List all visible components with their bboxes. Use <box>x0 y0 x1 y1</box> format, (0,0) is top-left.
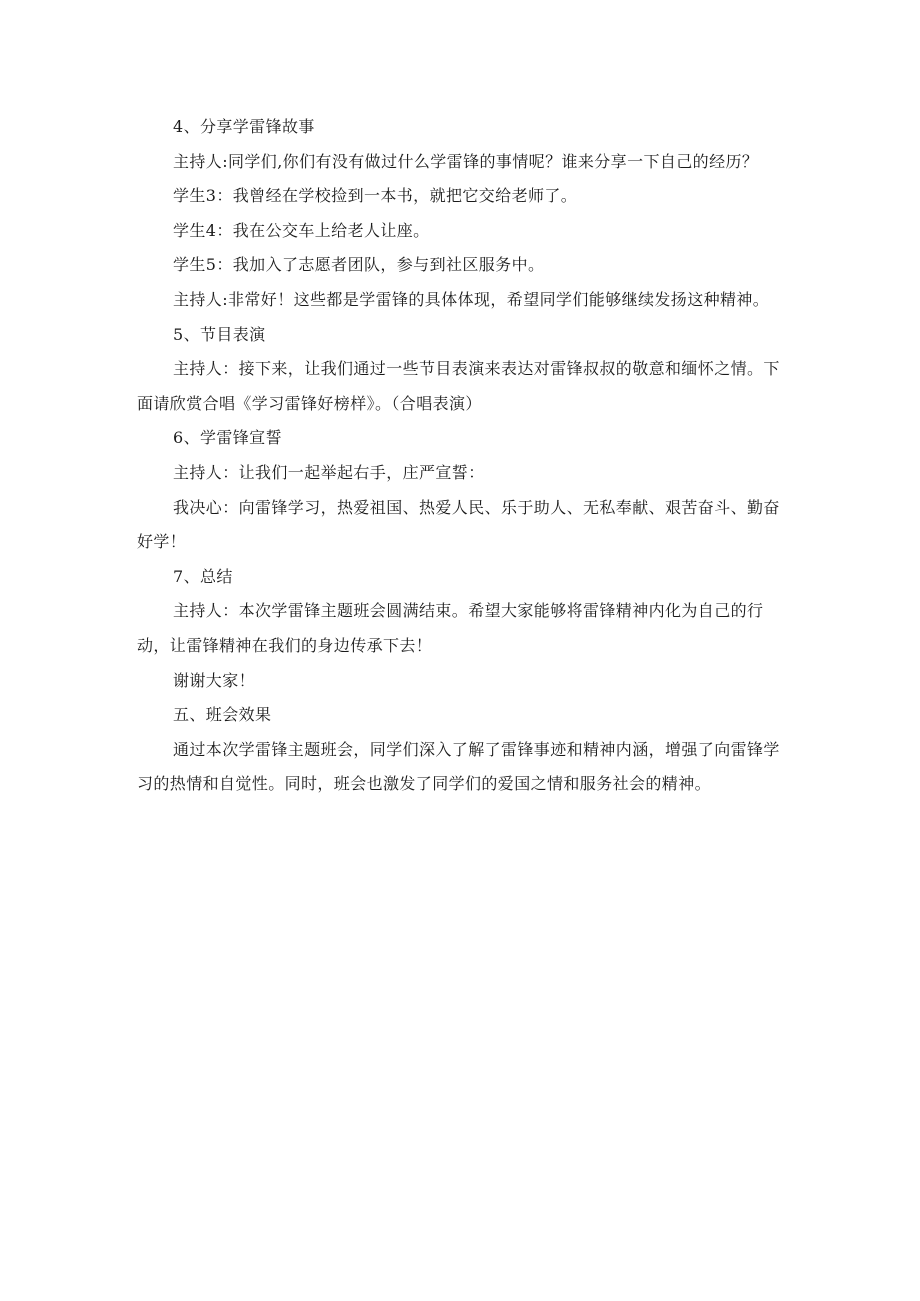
student-5-answer: 学生5：我加入了志愿者团队，参与到社区服务中。 <box>173 255 545 275</box>
effect-text: 通过本次学雷锋主题班会，同学们深入了解了雷锋事迹和精神内涵，增强了向雷锋学习的热情和自觉性。同时，班会也激发了同学们的爱国之情和服务社会的精神。 <box>137 739 780 794</box>
host-summary: 主持人：本次学雷锋主题班会圆满结束。希望大家能够将雷锋精神内化为自己的行动，让雷锋精神在我们的身边传承下去！ <box>137 601 764 655</box>
student-3-answer: 学生3：我曾经在学校捡到一本书，就把它交给老师了。 <box>173 186 578 206</box>
document-body <box>137 110 787 802</box>
section-heading-oath: 6、学雷锋宣誓 <box>173 428 282 448</box>
host-comment: 主持人:非常好！这些都是学雷锋的具体体现，希望同学们能够继续发扬这种精神。 <box>173 289 770 309</box>
oath-text: 我决心：向雷锋学习，热爱祖国、热爱人民、乐于助人、无私奉献、艰苦奋斗、勤奋好学！ <box>137 497 780 552</box>
host-performance-intro: 主持人：接下来，让我们通过一些节目表演来表达对雷锋叔叔的敬意和缅怀之情。下面请欣赏合唱《学习雷锋好榜样》。（合唱表演） <box>137 359 780 413</box>
host-oath-intro: 主持人：让我们一起举起右手，庄严宣誓： <box>173 462 485 482</box>
section-heading-performance: 5、节目表演 <box>173 324 266 344</box>
section-heading-effect: 五、班会效果 <box>173 705 272 725</box>
thanks-text: 谢谢大家！ <box>173 670 256 690</box>
section-heading-summary: 7、总结 <box>173 566 233 586</box>
host-question: 主持人:同学们,你们有没有做过什么学雷锋的事情呢？谁来分享一下自己的经历？ <box>173 151 759 171</box>
section-heading-share-stories: 4、分享学雷锋故事 <box>173 117 315 136</box>
student-4-answer: 学生4：我在公交车上给老人让座。 <box>173 220 430 240</box>
